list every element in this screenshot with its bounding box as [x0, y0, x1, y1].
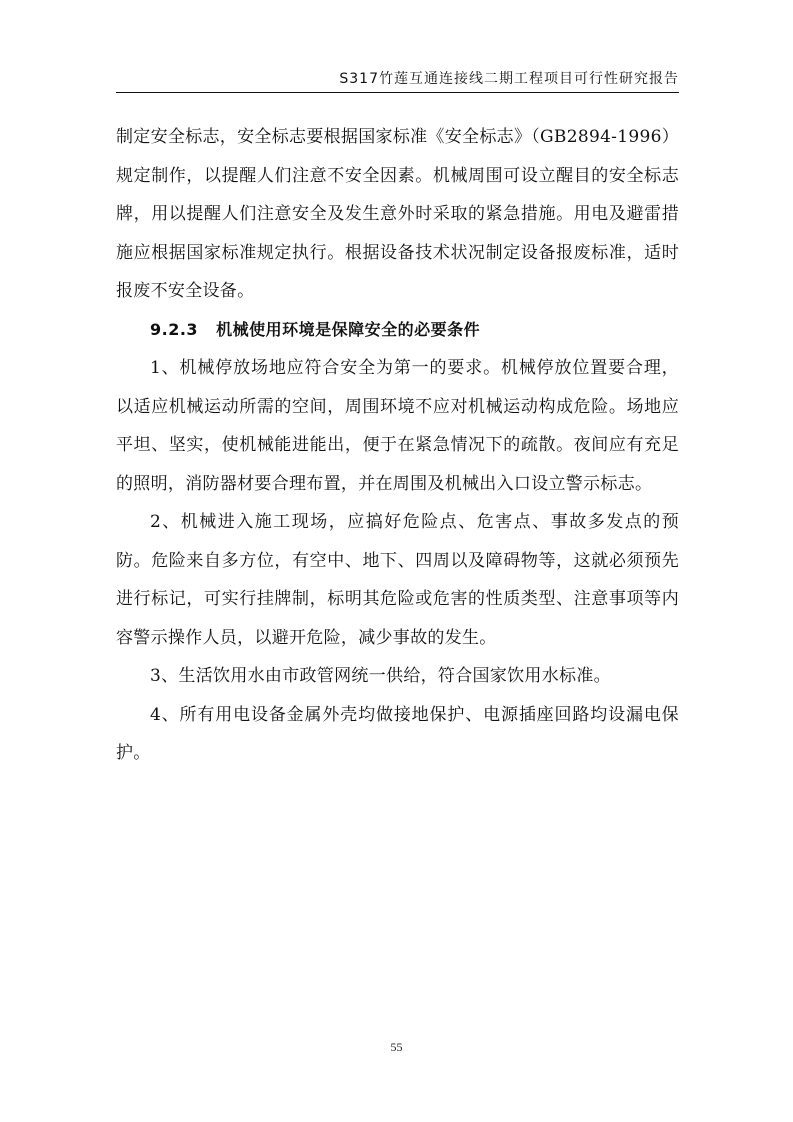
- list-item: 2、机械进入施工现场，应搞好危险点、危害点、事故多发点的预防。危险来自多方位，有空中、地下、四周以及障碍物等，这就必须预先进行标记，可实行挂牌制，标明其危险或危害的性质类型、注意事项等内容警示操作人员，以避开危险，减少事故的发生。: [116, 512, 679, 648]
- running-header: S317竹莲互通连接线二期工程项目可行性研究报告: [339, 71, 679, 87]
- section-heading: [116, 311, 679, 350]
- list-item: 3、生活饮用水由市政管网统一供给，符合国家饮用水标准。: [150, 666, 611, 686]
- page-number: 55: [390, 1040, 403, 1054]
- list-item: 1、机械停放场地应符合安全为第一的要求。机械停放位置要合理，以适应机械运动所需的空间，周围环境不应对机械运动构成危险。场地应平坦、坚实，使机械能进能出，便于在紧急情况下的疏散。夜间应有充足的照明，消防器材要合理布置，并在周围及机械出入口设立警示标志。: [116, 358, 679, 494]
- header-rule: [116, 92, 679, 93]
- section-number: 9.2.3: [150, 319, 199, 339]
- page-body: [116, 118, 679, 773]
- body-paragraph: 制定安全标志，安全标志要根据国家标准《安全标志》（GB2894-1996）规定制作，以提醒人们注意不安全因素。机械周围可设立醒目的安全标志牌，用以提醒人们注意安全及发生意外时采取的紧急措施。用电及避雷措施应根据国家标准规定执行。根据设备技术状况制定设备报废标准，适时报废不安全设备。: [116, 127, 679, 301]
- section-title: 机械使用环境是保障安全的必要条件: [216, 319, 481, 339]
- list-item: 4、所有用电设备金属外壳均做接地保护、电源插座回路均设漏电保护。: [116, 704, 679, 763]
